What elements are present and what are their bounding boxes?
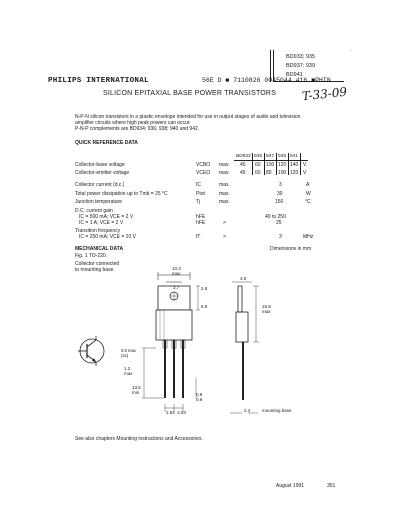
row-symbol: fT xyxy=(196,234,201,240)
dim-top-width: 10.3 xyxy=(172,266,181,271)
dim-top-width-max: max xyxy=(172,271,181,276)
dim-tab-a: 2.8 xyxy=(201,286,208,291)
part-number-3: BD941 xyxy=(286,72,303,78)
row-unit: V xyxy=(303,162,307,168)
row-val-2: 80 xyxy=(266,170,272,176)
row-symbol: hFE xyxy=(196,214,206,220)
part-number-1: BD933; 935 xyxy=(286,54,316,60)
row-unit: MHz xyxy=(303,234,314,240)
row-symbol: VCEO xyxy=(196,170,211,176)
row-value: 25 xyxy=(276,220,282,226)
dim-lead-spacing xyxy=(166,410,186,415)
mechanical-heading: MECHANICAL DATA xyxy=(75,246,124,252)
dim-hole-width: 3.7 xyxy=(173,285,180,290)
row-label: Transition frequency xyxy=(75,228,121,234)
row-unit: W xyxy=(306,191,311,197)
dim-lead-width-a: 0.9 xyxy=(196,392,203,397)
col-header-2: 937 xyxy=(266,154,275,159)
row-val-0: 45 xyxy=(240,162,246,168)
row-val-4: 140 xyxy=(290,162,299,168)
row-unit: V xyxy=(303,170,307,176)
row-value: 150 xyxy=(275,199,284,205)
row-symbol: VCBO xyxy=(196,162,211,168)
part-number-2: BD937; 939 xyxy=(286,63,316,69)
mounting-note-1: Collector connected xyxy=(75,261,120,267)
dim-side-height-b: max xyxy=(262,309,271,314)
col-header-1: 935 xyxy=(254,154,263,159)
row-val-4: 120 xyxy=(290,170,299,176)
row-val-0: 45 xyxy=(240,170,246,176)
row-label: Collector current (d.c.) xyxy=(75,182,125,188)
stamp-code: 56E D ■ 7110826 0045044 416 ■PHIN xyxy=(202,77,331,84)
dim-lead-width xyxy=(196,392,202,402)
dimensions-note: Dimensions in mm xyxy=(270,246,312,252)
dim-bottom-label: mounting base xyxy=(262,408,292,413)
row-cond: max. xyxy=(219,191,230,197)
quick-ref-heading: QUICK REFERENCE DATA xyxy=(75,140,138,146)
figure-caption: Fig. 1 TO-220. xyxy=(75,253,108,259)
row-label: D.C. current gain xyxy=(75,208,113,214)
row-val-2: 100 xyxy=(266,162,275,168)
dim-mark-b xyxy=(124,366,133,376)
dim-side-height xyxy=(262,304,271,314)
row-label: Collector-emitter voltage xyxy=(75,170,130,176)
row-cond: > xyxy=(223,220,226,226)
row-val-1: 60 xyxy=(255,170,261,176)
footer-page-number: 351 xyxy=(327,483,336,489)
dim-body-b: min xyxy=(132,390,140,395)
dim-side-top: 4.5 xyxy=(240,276,247,281)
row-label: Collector-base voltage xyxy=(75,162,125,168)
row-cond: max. xyxy=(219,182,230,188)
row-cond: max. xyxy=(219,162,230,168)
row-val-1: 60 xyxy=(255,162,261,168)
row-value: 30 xyxy=(277,191,283,197)
row-symbol: Ptot xyxy=(196,191,205,197)
row-label: IC = 250 mA; VCE = 10 V xyxy=(79,234,136,240)
corner-mark: · xyxy=(350,48,352,54)
dim-mark-a xyxy=(121,348,136,358)
row-val-3: 120 xyxy=(278,162,287,168)
row-value: 3 xyxy=(279,234,282,240)
dim-lead-spacing-a: 2.54 xyxy=(166,410,175,415)
dim-lead-width-b: 0.6 xyxy=(196,397,203,402)
row-value: 3 xyxy=(279,182,282,188)
dim-lead-spacing-b: 2.54 xyxy=(177,410,187,415)
row-symbol: hFE xyxy=(196,220,206,226)
dim-tab-b: 5.9 xyxy=(201,304,208,309)
row-symbol: IC xyxy=(196,182,201,188)
intro-line-2: amplifier circuits where high peak powers can occur. xyxy=(75,120,191,126)
page-title: SILICON EPITAXIAL BASE POWER TRANSISTORS xyxy=(103,90,277,97)
to220-side-view-drawing xyxy=(228,270,298,420)
intro-line-1: N-P-N silicon transistors in a plastic envelope intended for use in output stages of audio and television xyxy=(75,114,301,120)
to220-front-view-drawing xyxy=(130,268,230,418)
see-also-note: See also chapters Mounting instructions and Accessories. xyxy=(75,436,203,442)
row-label: Junction temperature xyxy=(75,199,122,205)
mounting-note-2: to mounting base. xyxy=(75,267,115,273)
row-unit: A xyxy=(306,182,310,188)
row-cond: max. xyxy=(219,199,230,205)
dim-bottom-c: 2.4 xyxy=(244,408,251,413)
col-header-0: BD933 xyxy=(236,154,251,159)
row-unit: °C xyxy=(305,199,311,205)
row-label: IC = 500 mA; VCE = 2 V xyxy=(79,214,134,220)
npn-transistor-symbol-icon xyxy=(76,335,108,367)
handwritten-note: T-33-09 xyxy=(301,84,348,104)
dim-body-a: 13.5 xyxy=(132,385,141,390)
dim-body xyxy=(132,385,141,395)
row-val-3: 100 xyxy=(278,170,287,176)
dim-pin-note: (2x) xyxy=(121,353,129,358)
col-header-3: 939 xyxy=(278,154,287,159)
row-value: 40 to 250 xyxy=(265,214,286,220)
row-label: IC = 1 A; VCE = 2 V xyxy=(79,220,124,226)
row-cond: > xyxy=(223,234,226,240)
manufacturer: PHILIPS INTERNATIONAL xyxy=(48,77,149,85)
intro-line-3: P-N-P complements are BD934; 936; 938; 940 and 942. xyxy=(75,126,200,132)
dim-side-height-a: 15.8 xyxy=(262,304,271,309)
row-symbol: Tj xyxy=(196,199,201,205)
col-grid-top xyxy=(234,160,308,161)
dim-small-a: 0.6 max xyxy=(121,348,136,353)
footer-date: August 1991 xyxy=(276,483,305,489)
row-cond: max. xyxy=(219,170,230,176)
row-label: Total power dissipation up to Tmb = 25 °C xyxy=(75,191,168,197)
dim-mark-b-val: max xyxy=(124,371,133,376)
col-header-4: 941 xyxy=(290,154,299,159)
dim-mark-a-val: 1.2 xyxy=(124,366,131,371)
